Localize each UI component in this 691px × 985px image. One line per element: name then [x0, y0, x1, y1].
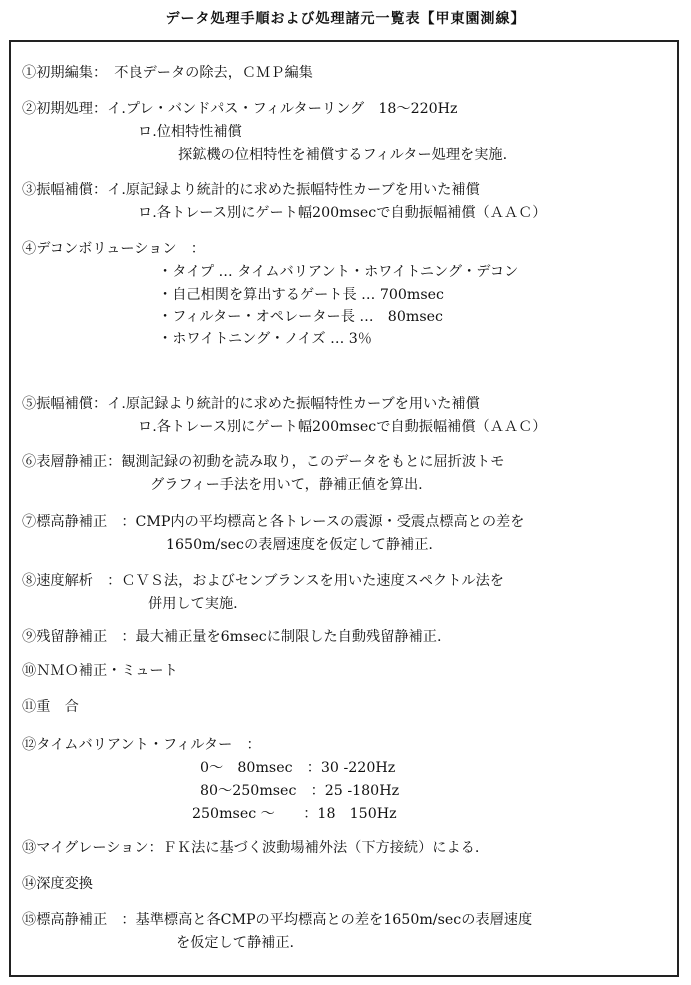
text-line: ⑬マイグレーション：ＦＫ法に基づく波動場補外法（下方接続）による. [22, 840, 480, 856]
text-line: ロ.各トレース別にゲート幅200msecで自動振幅補償（ＡＡＣ） [138, 419, 547, 435]
text-line: ③振幅補償：イ.原記録より統計的に求めた振幅特性カーブを用いた補償 [22, 182, 480, 198]
text-line: 併用して実施. [148, 596, 238, 612]
text-line: ⑨残留静補正 ：最大補正量を6msecに制限した自動残留静補正. [22, 629, 442, 645]
text-line: ①初期編集： 不良データの除去，ＣＭＰ編集 [22, 65, 313, 81]
text-line: ⑥表層静補正：観測記録の初動を読み取り，このデータをもとに屈折波トモ [22, 454, 505, 470]
text-line: ⑫タイムバリアント・フィルター ： [22, 737, 261, 753]
text-line: 80～250msec ：25 -180Hz [200, 783, 400, 799]
text-line: ⑧速度解析 ：ＣＶＳ法，およびセンブランスを用いた速度スペクトル法を [22, 573, 504, 589]
text-line: ④デコンボリューション ： [22, 241, 205, 257]
text-line: グラフィー手法を用いて，静補正値を算出. [150, 477, 423, 493]
text-line: ロ.各トレース別にゲート幅200msecで自動振幅補償（ＡＡＣ） [138, 205, 547, 221]
text-line: ・ホワイトニング・ノイズ … 3％ [158, 331, 372, 347]
text-line: ロ.位相特性補償 [138, 124, 242, 140]
text-line: ⑦標高静補正 ：CMP内の平均標高と各トレースの震源・受震点標高との差を [22, 514, 525, 530]
text-line: を仮定して静補正. [176, 935, 295, 951]
text-line: ⑤振幅補償：イ.原記録より統計的に求めた振幅特性カーブを用いた補償 [22, 396, 480, 412]
text-line: ⑭深度変換 [22, 876, 93, 892]
text-line: 0～ 80msec ：30 -220Hz [200, 760, 396, 776]
text-line: ⑮標高静補正 ：基準標高と各CMPの平均標高との差を1650m/secの表層速度 [22, 912, 533, 928]
text-line: ・フィルター・オペレーター長 … 80msec [158, 309, 443, 325]
text-line: ・自己相関を算出するゲート長 … 700msec [158, 287, 444, 303]
text-line: 探鉱機の位相特性を補償するフィルター処理を実施. [178, 147, 508, 163]
text-line: 250msec ～ ：18 150Hz [192, 806, 397, 822]
text-line: ⑪重 合 [22, 699, 79, 715]
text-line: ⑩ＮＭＯ補正・ミュート [22, 663, 178, 679]
text-line: 1650m/secの表層速度を仮定して静補正. [166, 537, 433, 553]
text-line: ・タイプ … タイムバリアント・ホワイトニング・デコン [158, 264, 519, 280]
text-line: ②初期処理：イ.プレ・バンドパス・フィルターリング 18～220Hz [22, 101, 458, 117]
page-title: データ処理手順および処理諸元一覧表【甲東園測線】 [165, 11, 526, 27]
